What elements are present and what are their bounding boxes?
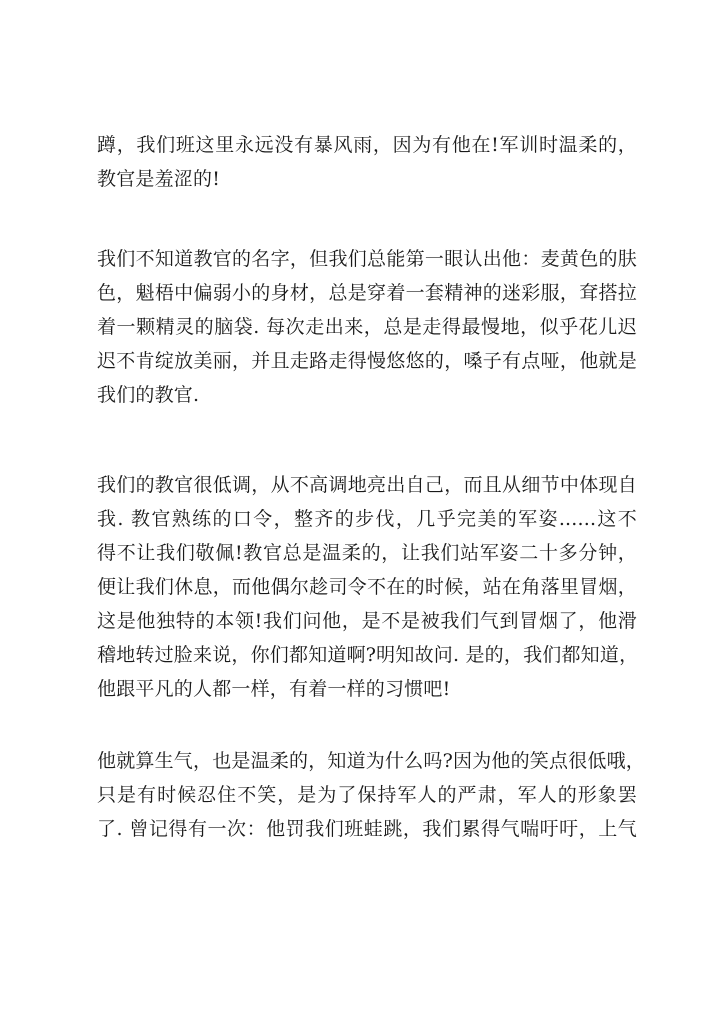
text-line: 色，魁梧中偏弱小的身材，总是穿着一套精神的迷彩服，耷搭拉 bbox=[97, 282, 637, 304]
paragraph-1 bbox=[97, 128, 637, 196]
text-line: 教官是羞涩的! bbox=[97, 168, 221, 190]
text-line: 我们的教官很低调，从不高调地亮出自己，而且从细节中体现自 bbox=[97, 474, 637, 496]
text-line: 我. 教官熟练的口令，整齐的步伐，几乎完美的军姿......这不 bbox=[97, 508, 637, 530]
text-line: 他跟平凡的人都一样，有着一样的习惯吧! bbox=[97, 678, 451, 700]
text-line: 我们不知道教官的名字，但我们总能第一眼认出他：麦黄色的肤 bbox=[97, 248, 637, 270]
text-line: 得不让我们敬佩!教官总是温柔的，让我们站军姿二十多分钟， bbox=[97, 542, 637, 564]
text-line: 蹲，我们班这里永远没有暴风雨，因为有他在!军训时温柔的， bbox=[97, 134, 637, 156]
text-line: 迟不肯绽放美丽，并且走路走得慢悠悠的，嗓子有点哑，他就是 bbox=[97, 350, 637, 372]
text-line: 便让我们休息，而他偶尔趁司令不在的时候，站在角落里冒烟， bbox=[97, 576, 637, 598]
paragraph-2 bbox=[97, 242, 637, 412]
text-line: 只是有时候忍住不笑，是为了保持军人的严肃，军人的形象罢 bbox=[97, 784, 637, 806]
text-line: 着一颗精灵的脑袋. 每次走出来，总是走得最慢地，似乎花儿迟 bbox=[97, 316, 637, 338]
text-line: 我们的教官. bbox=[97, 384, 200, 406]
text-line: 了. 曾记得有一次：他罚我们班蛙跳，我们累得气喘吁吁，上气 bbox=[97, 818, 637, 840]
paragraph-3 bbox=[97, 468, 637, 706]
paragraph-4 bbox=[97, 744, 645, 846]
text-line: 他就算生气，也是温柔的，知道为什么吗?因为他的笑点很低哦， bbox=[97, 750, 645, 772]
text-line: 稽地转过脸来说，你们都知道啊?明知故问. 是的，我们都知道， bbox=[97, 644, 639, 666]
text-line: 这是他独特的本领!我们问他，是不是被我们气到冒烟了，他滑 bbox=[97, 610, 637, 632]
